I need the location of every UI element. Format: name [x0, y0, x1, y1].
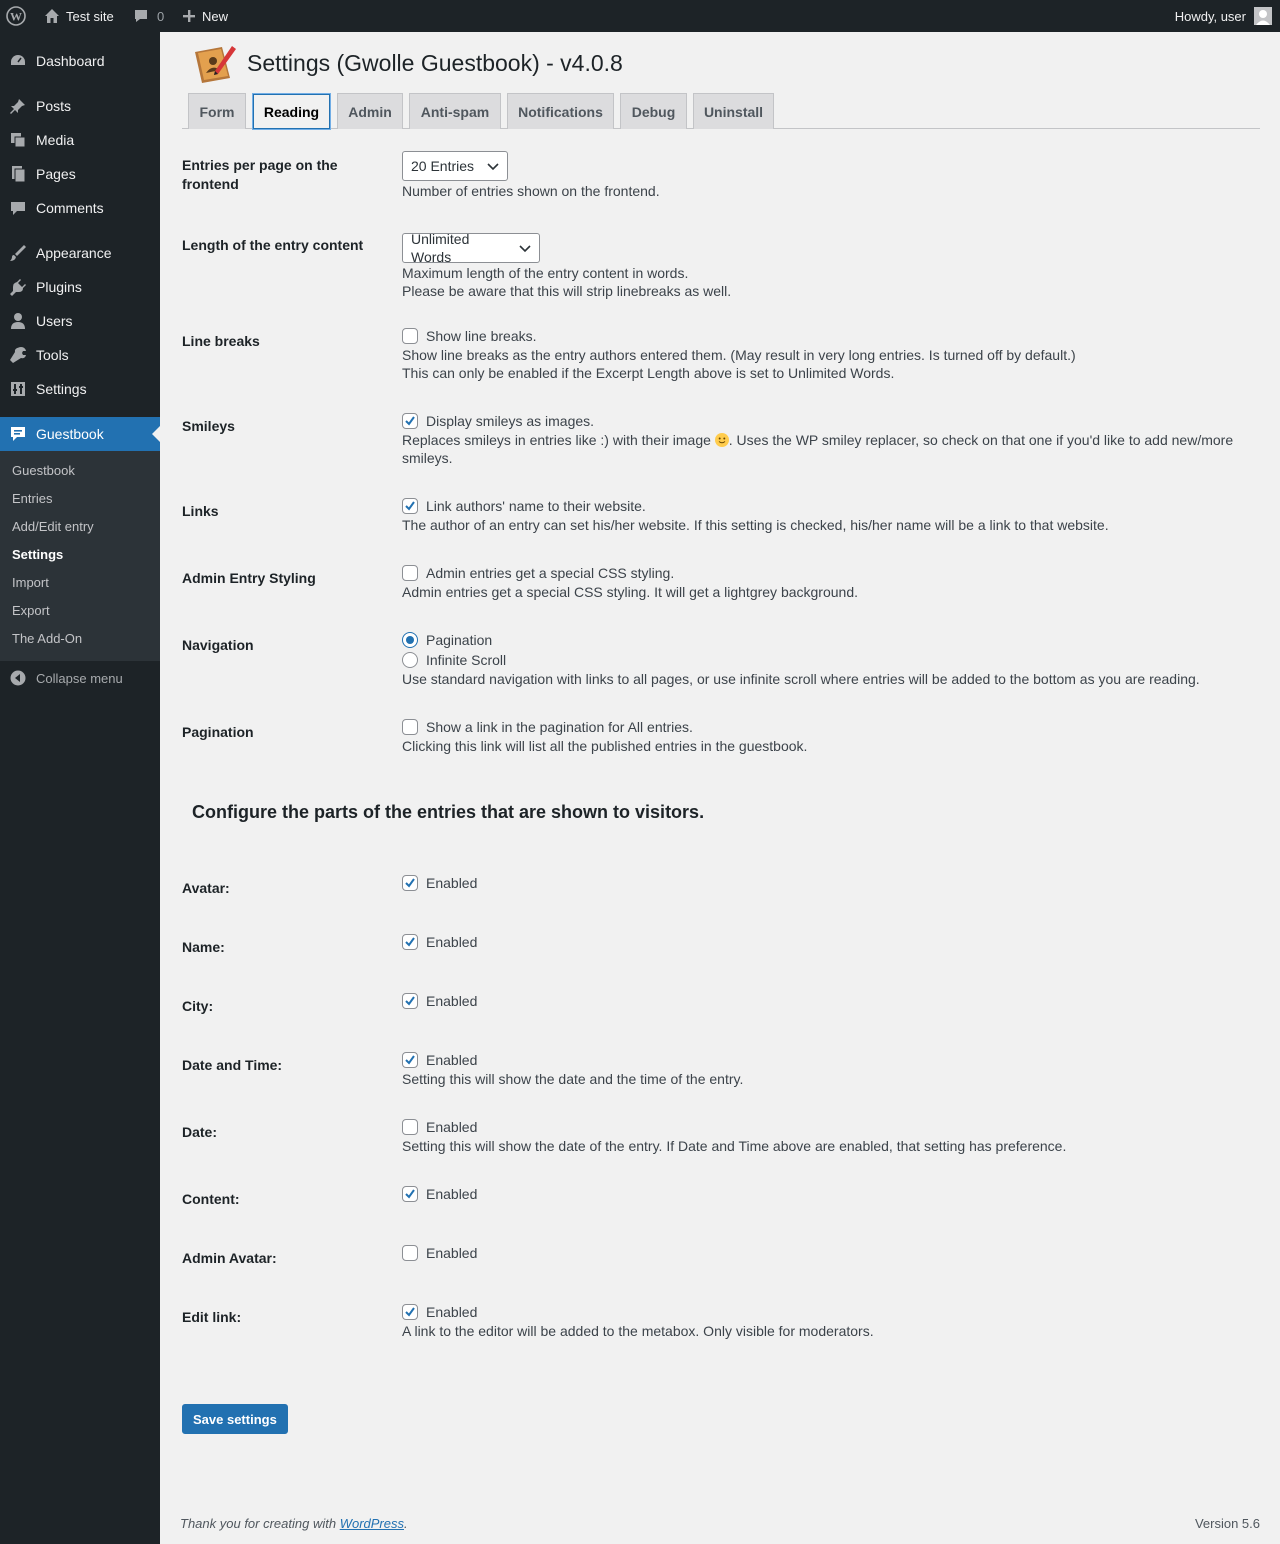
avatar: [1254, 7, 1272, 25]
chevron-down-icon: [519, 239, 531, 257]
date-time-field: [402, 1050, 1262, 1088]
admin-styling-checkbox[interactable]: [402, 565, 418, 581]
new-content-link[interactable]: [182, 0, 228, 32]
submenu-item-guestbook[interactable]: Guestbook: [12, 463, 75, 478]
sidebar-item-tools[interactable]: [0, 338, 160, 372]
sidebar-item-label: Settings: [36, 381, 87, 397]
sidebar-item-plugins[interactable]: [0, 270, 160, 304]
checkmark-icon: [404, 500, 416, 512]
footer-thanks-text: Thank you for creating with: [180, 1516, 340, 1531]
media-icon: [0, 123, 36, 157]
smiley-icon: [715, 433, 729, 447]
site-name: Test site: [66, 8, 114, 24]
sidebar-item-label: Users: [36, 313, 73, 329]
sidebar-item-label: Comments: [36, 200, 104, 216]
tab-uninstall[interactable]: Uninstall: [693, 93, 774, 129]
enabled-label: Enabled: [426, 934, 478, 950]
admin-styling-desc: Admin entries get a special CSS styling. It will get a lightgrey background.: [402, 584, 859, 600]
submenu-item-the-add-on[interactable]: The Add-On: [12, 631, 83, 646]
new-label: New: [202, 8, 229, 24]
length-select[interactable]: [402, 233, 540, 263]
date-desc: Setting this will show the date of the entry. If Date and Time above are enabled, that setting has preference.: [402, 1138, 1067, 1154]
comment-bubble-icon: [133, 8, 149, 24]
chevron-down-icon: [487, 157, 499, 175]
checkmark-icon: [404, 1054, 416, 1066]
guestbook-book-icon: [192, 44, 238, 86]
date-time-checkbox[interactable]: [402, 1052, 418, 1068]
wordpress-link[interactable]: WordPress: [339, 1516, 404, 1531]
sidebar-item-label: Media: [36, 132, 75, 148]
edit-link-field: [402, 1302, 1262, 1340]
line-breaks-desc-2: This can only be enabled if the Excerpt Length above is set to Unlimited Words.: [402, 365, 895, 381]
city-field: [402, 991, 1262, 1011]
admin-avatar-label: Admin Avatar:: [182, 1250, 277, 1266]
date-field: [402, 1117, 1262, 1155]
submenu-item-add-edit-entry[interactable]: Add/Edit entry: [12, 519, 94, 534]
checkmark-icon: [404, 877, 416, 889]
edit-link-label: Edit link:: [182, 1309, 242, 1325]
name-checkbox[interactable]: [402, 934, 418, 950]
pagination-label: Pagination: [182, 724, 254, 740]
checkmark-icon: [404, 995, 416, 1007]
length-value: Unlimited Words: [411, 231, 470, 265]
date-time-label: Date and Time:: [182, 1057, 283, 1073]
pagination-desc: Clicking this link will list all the published entries in the guestbook.: [402, 738, 808, 754]
user-icon: [0, 304, 36, 338]
footer-suffix: .: [404, 1516, 408, 1531]
line-breaks-label: Line breaks: [182, 333, 260, 349]
pagination-radio[interactable]: [402, 632, 418, 648]
entries-per-page-label: Entries per page on the frontend: [182, 157, 338, 192]
site-name-link[interactable]: [44, 0, 114, 32]
edit-link-desc: A link to the editor will be added to the metabox. Only visible for moderators.: [402, 1323, 874, 1339]
comments-icon: [0, 191, 36, 225]
page-title: Settings (Gwolle Guestbook) - v4.0.8: [247, 50, 623, 76]
sidebar-item-label: Plugins: [36, 279, 82, 295]
checkmark-icon: [404, 1306, 416, 1318]
pages-icon: [0, 157, 36, 191]
checkmark-icon: [404, 1188, 416, 1200]
collapse-menu-label: Collapse menu: [36, 670, 123, 686]
admin-avatar-field: [402, 1243, 1262, 1263]
my-account-link[interactable]: [1175, 0, 1272, 32]
enabled-label: Enabled: [426, 993, 478, 1009]
admin-bar: [0, 0, 1280, 32]
settings-icon: [0, 372, 36, 406]
avatar-label: Avatar:: [182, 880, 230, 896]
admin-styling-label: Admin Entry Styling: [182, 570, 316, 586]
enabled-label: Enabled: [426, 1119, 478, 1135]
collapse-arrow-icon: [0, 670, 36, 686]
enabled-label: Enabled: [426, 875, 478, 891]
sidebar-item-settings[interactable]: [0, 372, 160, 406]
home-icon: [44, 8, 60, 24]
smileys-desc-part-b: . Uses the WP smiley replacer, so check on that one if you'd like to add new/more smileys.: [402, 432, 1234, 466]
main-content: [160, 32, 1280, 1544]
links-desc: The author of an entry can set his/her website. If this setting is checked, his/her name will be a link to that website.: [402, 517, 1109, 533]
line-breaks-desc-1: Show line breaks as the entry authors entered them. (May result in very long entries. Is turned off by default.): [402, 347, 1076, 363]
guestbook-icon: [0, 417, 36, 451]
checkmark-icon: [404, 936, 416, 948]
tab-debug[interactable]: Debug: [620, 93, 687, 129]
links-checkbox[interactable]: [402, 498, 418, 514]
sidebar-item-label: Pages: [36, 166, 76, 182]
line-breaks-option: Show line breaks.: [426, 328, 537, 344]
tab-reading[interactable]: Reading: [252, 93, 331, 130]
line-breaks-field: [402, 326, 1262, 382]
infinite-scroll-radio-label: Infinite Scroll: [426, 652, 507, 668]
tab-admin[interactable]: Admin: [337, 93, 403, 129]
admin-avatar-checkbox[interactable]: [402, 1245, 418, 1261]
avatar-checkbox[interactable]: [402, 875, 418, 891]
enabled-label: Enabled: [426, 1304, 478, 1320]
sidebar-item-comments[interactable]: [0, 191, 160, 225]
smileys-checkbox[interactable]: [402, 413, 418, 429]
navigation-desc: Use standard navigation with links to all pages, or use infinite scroll where entries will be added to the bottom as you are reading.: [402, 671, 1200, 687]
navigation-field: [402, 630, 1262, 688]
checkmark-icon: [404, 415, 416, 427]
date-label: Date:: [182, 1124, 218, 1140]
sidebar-item-posts[interactable]: [0, 89, 160, 123]
admin-sidebar: [0, 32, 160, 1544]
entries-per-page-field: [402, 151, 1262, 200]
city-label: City:: [182, 998, 214, 1014]
tab-form[interactable]: Form: [188, 93, 246, 129]
pagination-all-checkbox[interactable]: [402, 719, 418, 735]
avatar-field: [402, 873, 1262, 893]
navigation-label: Navigation: [182, 637, 254, 653]
brush-icon: [0, 236, 36, 270]
enabled-label: Enabled: [426, 1052, 478, 1068]
smileys-desc: [402, 431, 1262, 467]
parts-heading: Configure the parts of the entries that are shown to visitors.: [192, 802, 705, 822]
guestbook-submenu: [0, 451, 160, 661]
sidebar-item-pages[interactable]: [0, 157, 160, 191]
date-time-desc: Setting this will show the date and the time of the entry.: [402, 1071, 744, 1087]
edit-link-checkbox[interactable]: [402, 1304, 418, 1320]
smileys-label: Smileys: [182, 418, 235, 434]
admin-styling-field: [402, 563, 1262, 601]
length-desc-2: Please be aware that this will strip linebreaks as well.: [402, 283, 732, 299]
sidebar-item-label: Tools: [36, 347, 69, 363]
admin-styling-option: Admin entries get a special CSS styling.: [426, 565, 675, 581]
sidebar-item-users[interactable]: [0, 304, 160, 338]
links-label: Links: [182, 503, 219, 519]
submenu-item-import[interactable]: Import: [12, 575, 49, 590]
length-desc-1: Maximum length of the entry content in words.: [402, 265, 689, 281]
submenu-item-entries[interactable]: Entries: [12, 491, 53, 506]
entries-per-page-desc: Number of entries shown on the frontend.: [402, 183, 660, 199]
city-checkbox[interactable]: [402, 993, 418, 1009]
content-checkbox[interactable]: [402, 1186, 418, 1202]
sidebar-item-guestbook[interactable]: [0, 417, 160, 451]
smileys-desc-part-a: Replaces smileys in entries like :) with their image: [402, 432, 715, 448]
settings-tabs: [182, 92, 1260, 129]
pin-icon: [0, 89, 36, 123]
enabled-label: Enabled: [426, 1186, 478, 1202]
footer-version: Version 5.6: [1194, 1516, 1260, 1531]
date-checkbox[interactable]: [402, 1119, 418, 1135]
footer-thanks: [180, 1516, 408, 1531]
length-label: Length of the entry content: [182, 237, 364, 253]
sidebar-item-label: Appearance: [36, 245, 112, 261]
howdy-text: Howdy, user: [1174, 8, 1246, 24]
tab-anti-spam[interactable]: Anti-spam: [409, 93, 501, 129]
name-label: Name:: [182, 939, 225, 955]
svg-text:W: W: [10, 9, 22, 24]
comments-link[interactable]: [133, 0, 164, 32]
plugin-icon: [0, 270, 36, 304]
save-settings-button[interactable]: Save settings: [182, 1404, 288, 1434]
length-field: [402, 230, 1262, 300]
sidebar-item-label: Guestbook: [36, 426, 104, 442]
smileys-field: [402, 411, 1262, 467]
content-field: [402, 1184, 1262, 1204]
wordpress-logo-icon[interactable]: [6, 0, 26, 32]
line-breaks-checkbox[interactable]: [402, 328, 418, 344]
wrench-icon: [0, 338, 36, 372]
pagination-radio-label: Pagination: [426, 632, 493, 648]
dashboard-icon: [0, 44, 36, 78]
pagination-field: [402, 717, 1262, 755]
sidebar-item-label: Dashboard: [36, 53, 105, 69]
sidebar-item-appearance[interactable]: [0, 236, 160, 270]
entries-per-page-select[interactable]: [402, 151, 508, 181]
links-option: Link authors' name to their website.: [426, 498, 646, 514]
enabled-label: Enabled: [426, 1245, 478, 1261]
submenu-item-export[interactable]: Export: [12, 603, 50, 618]
content-label: Content:: [182, 1191, 240, 1207]
sidebar-item-dashboard[interactable]: [0, 44, 160, 78]
links-field: [402, 496, 1262, 534]
submenu-item-settings[interactable]: Settings: [12, 547, 64, 562]
sidebar-item-media[interactable]: [0, 123, 160, 157]
smileys-option: Display smileys as images.: [426, 413, 595, 429]
entries-per-page-value: 20 Entries: [411, 158, 475, 174]
sidebar-item-label: Posts: [36, 98, 72, 114]
infinite-scroll-radio[interactable]: [402, 652, 418, 668]
plus-icon: [182, 9, 196, 23]
tab-notifications[interactable]: Notifications: [507, 93, 614, 129]
comments-count: 0: [157, 8, 165, 24]
pagination-all-option: Show a link in the pagination for All entries.: [426, 719, 693, 735]
collapse-menu-button[interactable]: [0, 669, 123, 687]
name-field: [402, 932, 1262, 952]
